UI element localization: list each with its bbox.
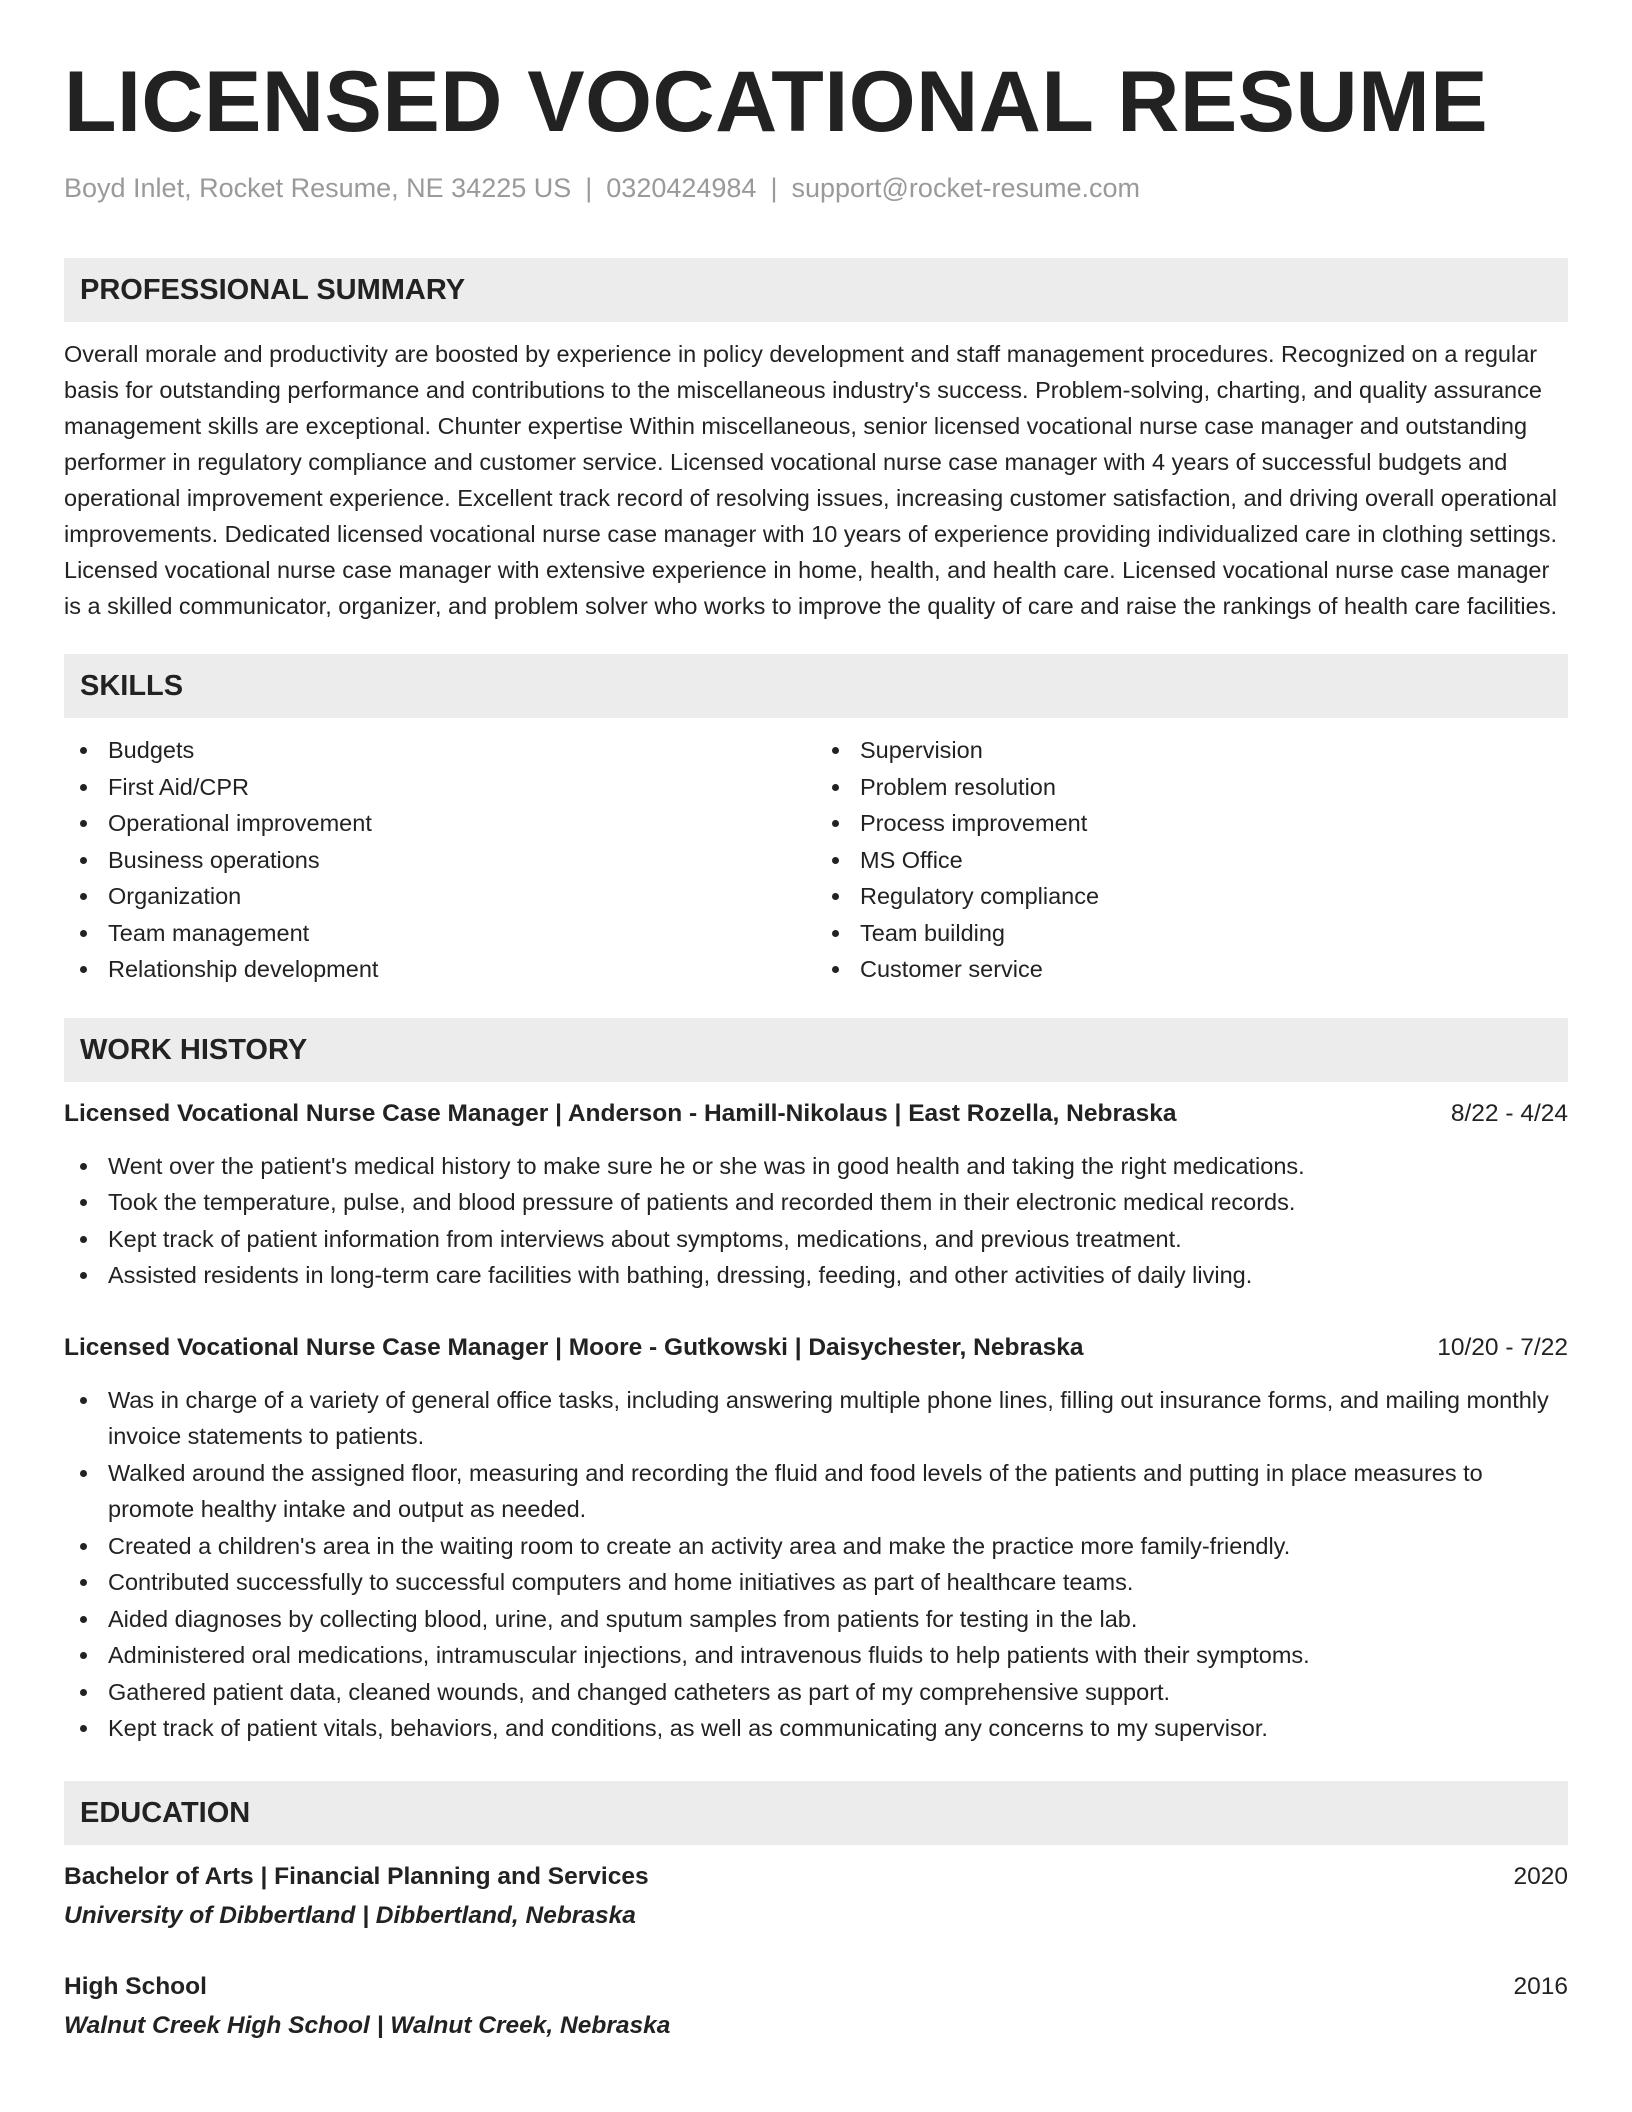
work-entry (64, 1096, 1568, 1294)
education-entry (64, 1859, 1568, 1935)
education-entry-header (64, 1859, 1568, 1895)
education-degree: High School (64, 1972, 207, 2000)
duty-item: Created a children's area in the waiting room to create an activity area and make the practice more family-friendly. (64, 1528, 1568, 1565)
duty-item: Kept track of patient information from interviews about symptoms, medications, and previous treatment. (64, 1221, 1568, 1258)
job-duties (64, 1382, 1568, 1747)
work-entry (64, 1330, 1568, 1747)
work-entry-header (64, 1096, 1568, 1132)
section-header-work-history: WORK HISTORY (64, 1018, 1568, 1082)
section-header-skills: SKILLS (64, 654, 1568, 718)
duty-item: Aided diagnoses by collecting blood, urine, and sputum samples from patients for testing in the lab. (64, 1601, 1568, 1638)
contact-line (64, 170, 1568, 206)
section-header-summary: PROFESSIONAL SUMMARY (64, 258, 1568, 322)
skill-item: Supervision (816, 732, 1568, 769)
skill-item: Process improvement (816, 805, 1568, 842)
skill-item: Team management (64, 915, 816, 952)
skill-item: Problem resolution (816, 769, 1568, 806)
skill-item: Relationship development (64, 951, 816, 988)
education-entry-header (64, 1969, 1568, 2005)
job-title: Licensed Vocational Nurse Case Manager | Anderson - Hamill-Nikolaus | East Rozella, Nebraska (64, 1099, 1177, 1127)
education-school: University of Dibbertland | Dibbertland, Nebraska (64, 1901, 636, 1929)
summary-text: Overall morale and productivity are boosted by experience in policy development and staff management procedures. Recognized on a regular basis for outstanding performance and contributions to the miscellaneous industry's success. Problem-solving, charting, and quality assurance management skills are exceptional. Chunter expertise Within miscellaneous, senior licensed vocational nurse case manager and outstanding performer in regulatory compliance and customer service. Licensed vocational nurse case manager with 4 years of successful budgets and operational improvement experience. Excellent track record of resolving issues, increasing customer satisfaction, and driving overall operational improvements. Dedicated licensed vocational nurse case manager with 10 years of experience providing individualized care in clothing settings. Licensed vocational nurse case manager with extensive experience in home, health, and health care. Licensed vocational nurse case manager is a skilled communicator, organizer, and problem solver who works to improve the quality of care and raise the rankings of health care facilities. (64, 341, 1558, 619)
skill-item: Business operations (64, 842, 816, 879)
skill-item: MS Office (816, 842, 1568, 879)
duty-item: Administered oral medications, intramuscular injections, and intravenous fluids to help patients with their symptoms. (64, 1637, 1568, 1674)
skill-item: Budgets (64, 732, 816, 769)
duty-item: Took the temperature, pulse, and blood pressure of patients and recorded them in their electronic medical records. (64, 1184, 1568, 1221)
duty-item: Gathered patient data, cleaned wounds, and changed catheters as part of my comprehensive support. (64, 1674, 1568, 1711)
skill-item: Customer service (816, 951, 1568, 988)
skills-column-left (64, 732, 816, 988)
education-school: Walnut Creek High School | Walnut Creek, Nebraska (64, 2011, 671, 2039)
education-year: 2020 (1513, 1862, 1568, 1890)
skill-item: Regulatory compliance (816, 878, 1568, 915)
resume-name: LICENSED VOCATIONAL RESUME (64, 54, 1489, 150)
skills-list (64, 732, 1568, 988)
job-duties (64, 1148, 1568, 1294)
education-entry (64, 1969, 1568, 2045)
duty-item: Went over the patient's medical history to make sure he or she was in good health and taking the right medications. (64, 1148, 1568, 1185)
section-header-education: EDUCATION (64, 1781, 1568, 1845)
skill-item: Operational improvement (64, 805, 816, 842)
duty-item: Walked around the assigned floor, measuring and recording the fluid and food levels of the patients and putting in place measures to promote healthy intake and output as needed. (64, 1455, 1568, 1528)
skill-item: Team building (816, 915, 1568, 952)
duty-item: Kept track of patient vitals, behaviors, and conditions, as well as communicating any concerns to my supervisor. (64, 1710, 1568, 1747)
duty-item: Was in charge of a variety of general office tasks, including answering multiple phone lines, filling out insurance forms, and mailing monthly invoice statements to patients. (64, 1382, 1568, 1455)
skill-item: Organization (64, 878, 816, 915)
skill-item: First Aid/CPR (64, 769, 816, 806)
education-year: 2016 (1513, 1972, 1568, 2000)
job-dates: 10/20 - 7/22 (1437, 1333, 1568, 1361)
contact-address: Boyd Inlet, Rocket Resume, NE 34225 US (64, 173, 572, 203)
contact-separator: | (770, 173, 778, 203)
contact-phone: 0320424984 (606, 173, 757, 203)
job-title: Licensed Vocational Nurse Case Manager | Moore - Gutkowski | Daisychester, Nebraska (64, 1333, 1084, 1361)
work-entry-header (64, 1330, 1568, 1366)
education-degree: Bachelor of Arts | Financial Planning and Services (64, 1862, 649, 1890)
job-dates: 8/22 - 4/24 (1450, 1099, 1568, 1127)
duty-item: Contributed successfully to successful computers and home initiatives as part of healthcare teams. (64, 1564, 1568, 1601)
duty-item: Assisted residents in long-term care facilities with bathing, dressing, feeding, and other activities of daily living. (64, 1257, 1568, 1294)
contact-email: support@rocket-resume.com (791, 173, 1140, 203)
contact-separator: | (585, 173, 593, 203)
skills-column-right (816, 732, 1568, 988)
